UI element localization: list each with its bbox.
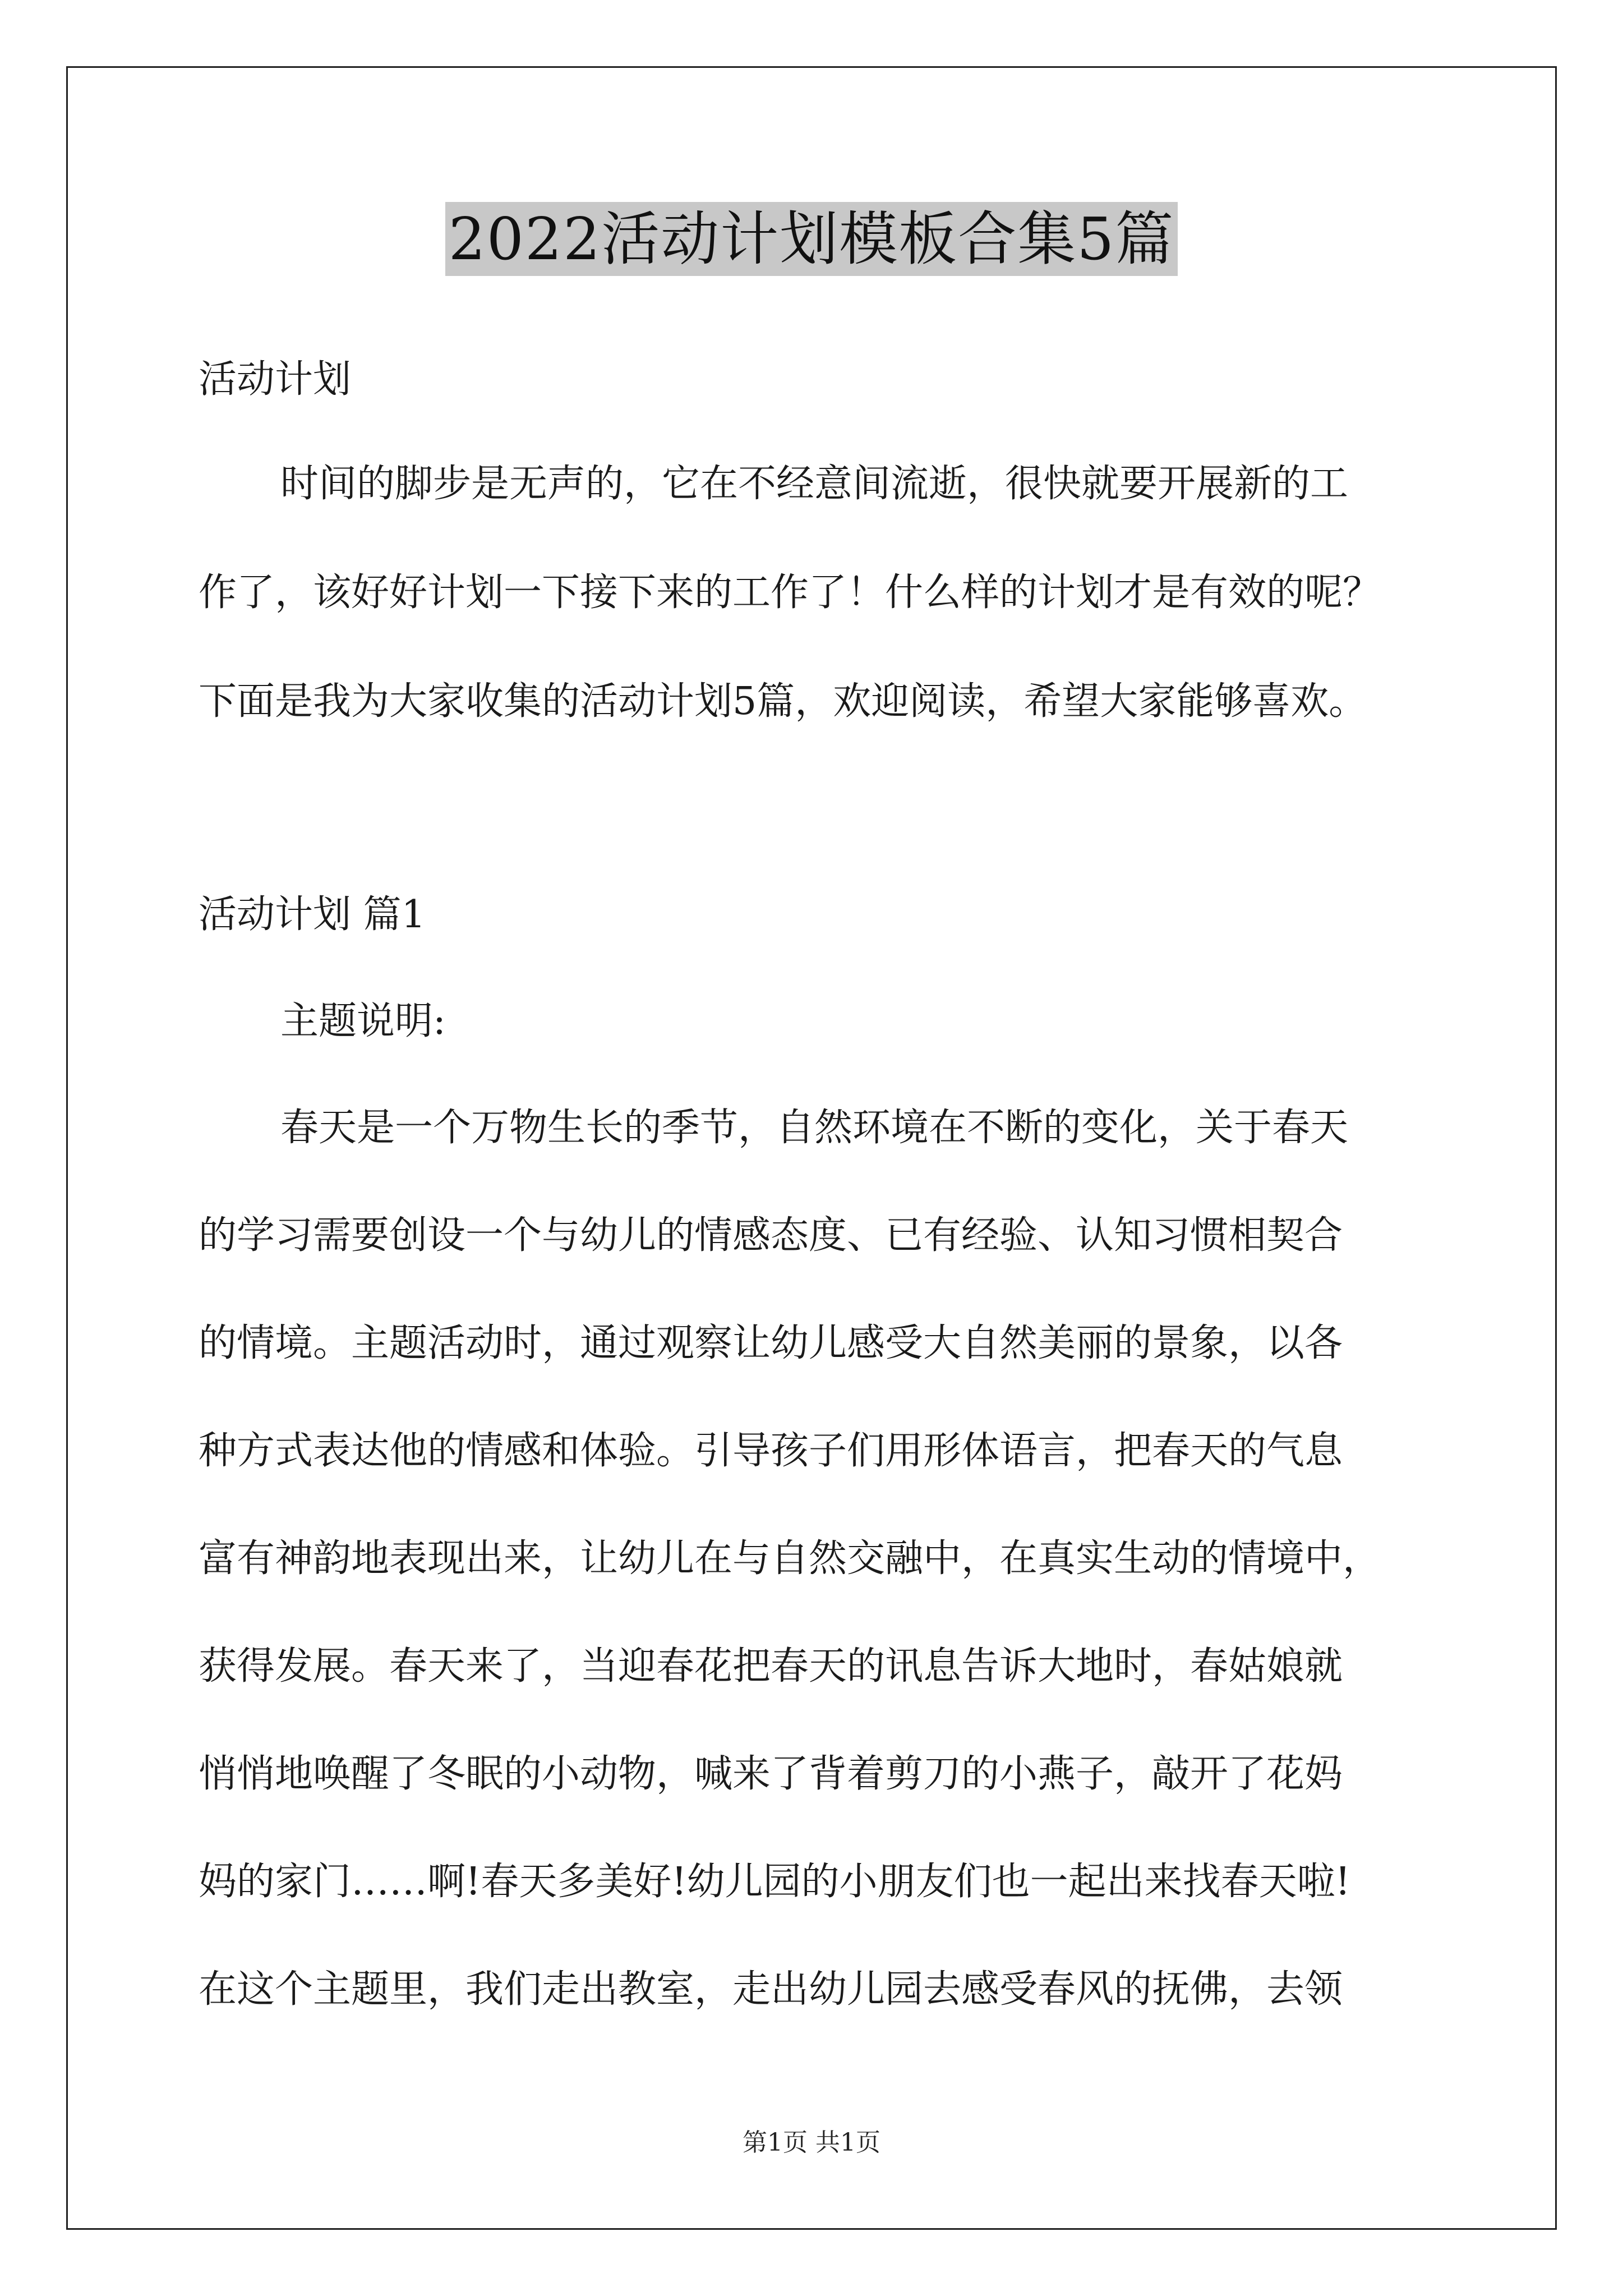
subheading: 主题说明: (280, 999, 446, 1043)
body-line-9: 在这个主题里，我们走出教室，走出幼儿园去感受春风的抚佛，去领 (199, 1967, 1343, 2012)
intro-heading: 活动计划 (199, 357, 352, 402)
intro-line-1: 时间的脚步是无声的，它在不经意间流逝，很快就要开展新的工 (280, 462, 1349, 506)
body-line-7: 悄悄地唤醒了冬眠的小动物，喊来了背着剪刀的小燕子，敲开了花妈 (199, 1752, 1343, 1796)
body-line-5: 富有神韵地表现出来，让幼儿在与自然交融中，在真实生动的情境中， (199, 1536, 1381, 1581)
body-line-6: 获得发展。春天来了，当迎春花把春天的讯息告诉大地时，春姑娘就 (199, 1644, 1343, 1688)
body-line-8: 妈的家门……啊!春天多美好!幼儿园的小朋友们也一起出来找春天啦! (199, 1860, 1350, 1904)
body-line-2: 的学习需要创设一个与幼儿的情感态度、已有经验、认知习惯相契合 (199, 1213, 1343, 1258)
body-line-4: 种方式表达他的情感和体验。引导孩子们用形体语言，把春天的气息 (199, 1429, 1343, 1473)
page-footer: 第1页 共1页 (743, 2128, 880, 2157)
section-heading: 活动计划 篇1 (199, 892, 426, 937)
body-line-1: 春天是一个万物生长的季节，自然环境在不断的变化，关于春天 (280, 1106, 1349, 1150)
title-container (0, 202, 1623, 276)
intro-line-3: 下面是我为大家收集的活动计划5篇，欢迎阅读，希望大家能够喜欢。 (199, 679, 1367, 724)
intro-line-2: 作了，该好好计划一下接下来的工作了！什么样的计划才是有效的呢？ (199, 570, 1381, 615)
document-title: 2022活动计划模板合集5篇 (445, 202, 1178, 276)
body-line-3: 的情境。主题活动时，通过观察让幼儿感受大自然美丽的景象，以各 (199, 1321, 1343, 1365)
